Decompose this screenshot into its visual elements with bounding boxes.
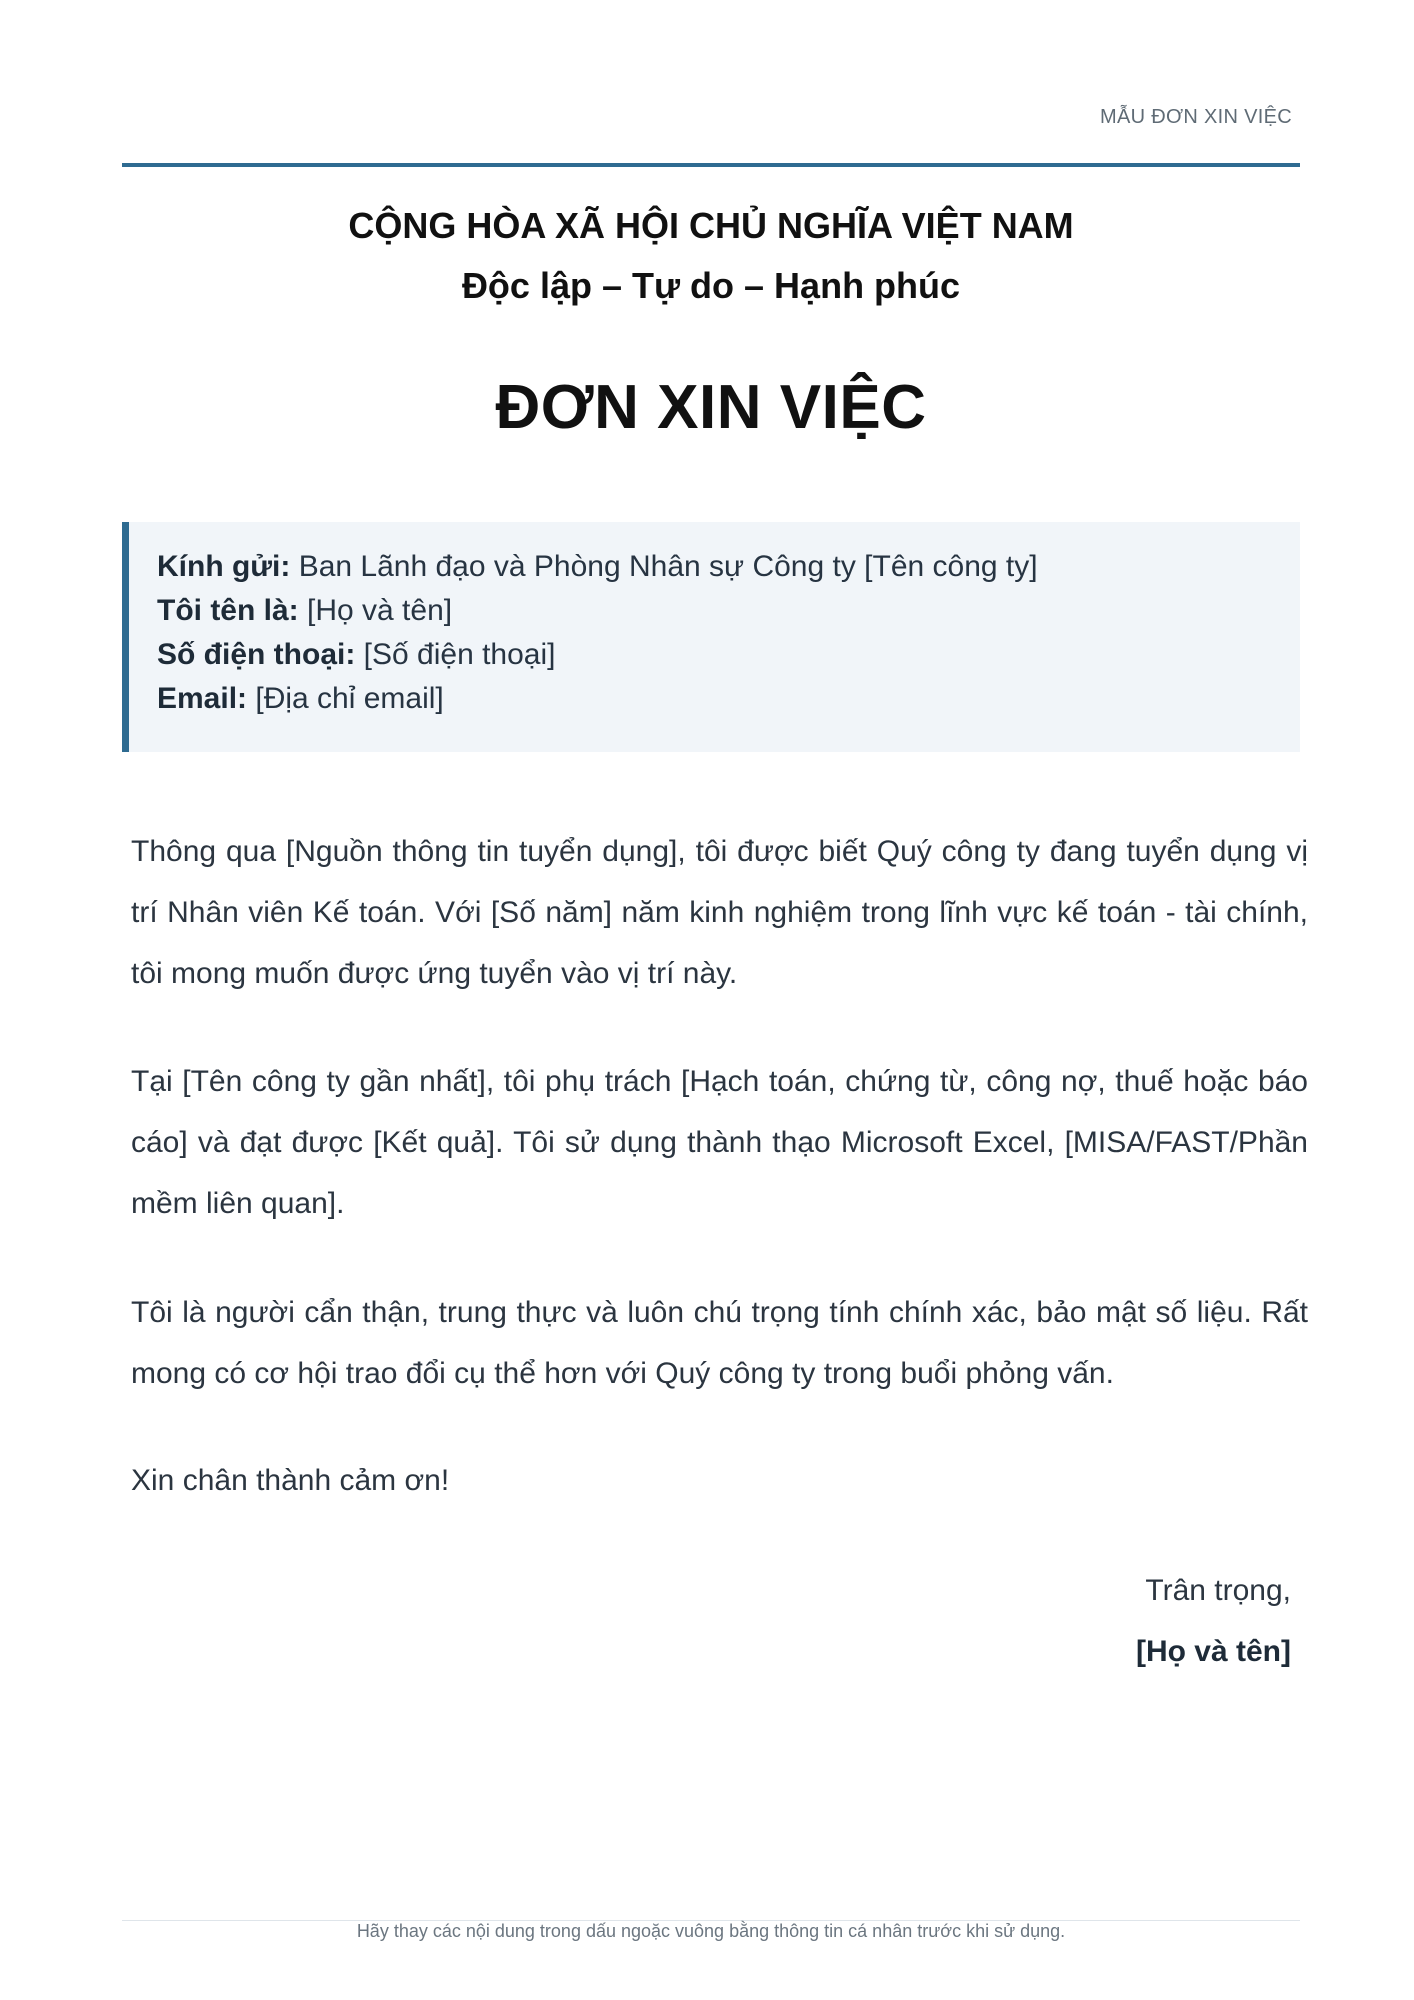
phone-label: Số điện thoại:	[157, 638, 356, 671]
closing-block	[1136, 1560, 1291, 1682]
national-heading	[122, 196, 1300, 316]
name-value: [Họ và tên]	[307, 594, 453, 627]
name-line	[157, 589, 1300, 633]
recipient-label: Kính gửi:	[157, 550, 291, 583]
signature-name: [Họ và tên]	[1135, 1635, 1291, 1668]
name-label: Tôi tên là:	[157, 594, 299, 627]
phone-value: [Số điện thoại]	[363, 638, 556, 671]
body-paragraph-2: Tại [Tên công ty gần nhất], tôi phụ trách [Hạch toán, chứng từ, công nợ, thuế hoặc báo cáo] và đạt được [Kết quả]. Tôi sử dụng thành thạo Microsoft Excel, [MISA/FAST/Phần mềm liên quan].	[131, 1065, 1308, 1220]
header-divider	[122, 163, 1300, 167]
phone-line	[157, 633, 1300, 677]
applicant-info-box	[122, 522, 1300, 752]
template-label: MẪU ĐƠN XIN VIỆC	[1100, 106, 1292, 128]
recipient-line	[157, 545, 1300, 589]
body-paragraph-4: Xin chân thành cảm ơn!	[131, 1464, 450, 1497]
closing-salutation: Trân trọng,	[1145, 1574, 1291, 1607]
document-title: ĐƠN XIN VIỆC	[495, 373, 927, 442]
national-motto-line1: CỘNG HÒA XÃ HỘI CHỦ NGHĨA VIỆT NAM	[348, 205, 1074, 246]
body-paragraph-1: Thông qua [Nguồn thông tin tuyển dụng], tôi được biết Quý công ty đang tuyển dụng vị trí Nhân viên Kế toán. Với [Số năm] năm kinh nghiệm trong lĩnh vực kế toán - tài chính, tôi mong muốn được ứng tuyển vào vị trí này.	[131, 835, 1308, 990]
email-label: Email:	[157, 682, 248, 715]
recipient-value: Ban Lãnh đạo và Phòng Nhân sự Công ty [Tên công ty]	[298, 550, 1038, 583]
email-line	[157, 677, 1300, 721]
email-value: [Địa chỉ email]	[255, 682, 444, 715]
footer-note: Hãy thay các nội dung trong dấu ngoặc vuông bằng thông tin cá nhân trước khi sử dụng.	[356, 1921, 1066, 1941]
body-paragraph-3: Tôi là người cẩn thận, trung thực và luôn chú trọng tính chính xác, bảo mật số liệu. Rất mong có cơ hội trao đổi cụ thể hơn với Quý công ty trong buổi phỏng vấn.	[131, 1296, 1308, 1390]
national-motto-line2: Độc lập – Tự do – Hạnh phúc	[461, 265, 961, 306]
